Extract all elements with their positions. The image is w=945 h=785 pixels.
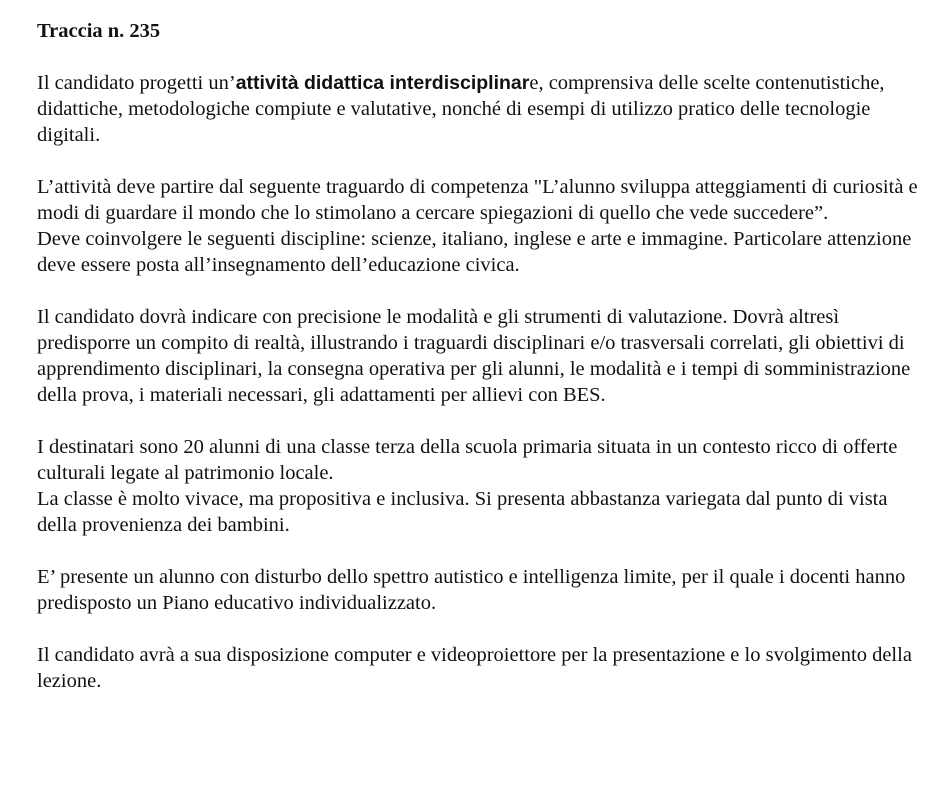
spacer	[37, 148, 927, 174]
spacer	[37, 616, 927, 642]
paragraph-recipients: I destinatari sono 20 alunni di una classe terza della scuola primaria situata in un contesto ricco di offerte culturali legate al patrimonio locale.	[37, 436, 898, 484]
paragraph-activity-bold: attività didattica interdisciplinar	[235, 72, 530, 94]
paragraph-equipment: Il candidato avrà a sua disposizione computer e videoproiettore per la presentazione e lo svolgimento della lezione.	[37, 644, 912, 692]
spacer	[37, 278, 927, 304]
document-page	[37, 18, 927, 694]
spacer	[37, 538, 927, 564]
paragraph-disciplines: Deve coinvolgere le seguenti discipline: scienze, italiano, inglese e arte e immagine. Particolare attenzione deve essere posta all’insegnamento dell’educazione civica.	[37, 228, 912, 276]
spacer	[37, 44, 927, 70]
paragraph-activity-end: e, comprensiva delle scelte contenutistiche, didattiche, metodologiche compiute e valutative, nonché di esempi di utilizzo pratico delle tecnologie digitali.	[37, 72, 885, 146]
paragraph-student: E’ presente un alunno con disturbo dello spettro autistico e intelligenza limite, per il quale i docenti hanno predisposto un Piano educativo individualizzato.	[37, 566, 906, 614]
paragraph-class: La classe è molto vivace, ma propositiva e inclusiva. Si presenta abbastanza variegata dal punto di vista della provenienza dei bambini.	[37, 488, 888, 536]
paragraph-activity-start: Il candidato progetti un’	[37, 72, 236, 94]
document-title: Traccia n. 235	[37, 20, 161, 42]
paragraph-competence: L’attività deve partire dal seguente traguardo di competenza "L’alunno sviluppa atteggiamenti di curiosità e modi di guardare il mondo che lo stimolano a cercare spiegazioni di quello che vede succedere”.	[37, 176, 918, 224]
paragraph-evaluation: Il candidato dovrà indicare con precisione le modalità e gli strumenti di valutazione. Dovrà altresì predisporre un compito di realtà, illustrando i traguardi disciplinari e/o trasversali correlati, gli obiettivi di apprendimento disciplinari, la consegna operativa per gli alunni, le modalità e i tempi di somministrazione della prova, i materiali necessari, gli adattamenti per allievi con BES.	[37, 306, 911, 406]
spacer	[37, 408, 927, 434]
paragraph-activity	[37, 70, 927, 148]
